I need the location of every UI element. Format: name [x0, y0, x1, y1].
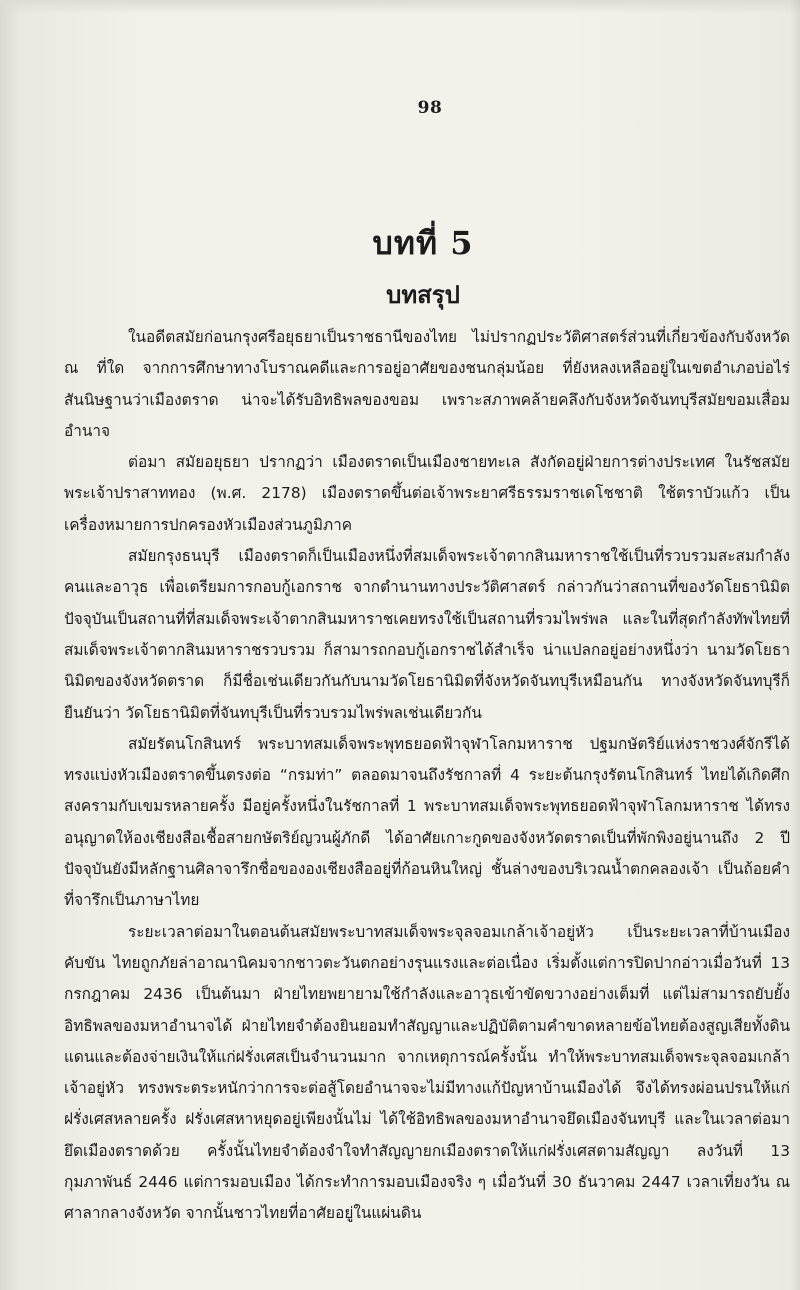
page-edge-shadow: [0, 0, 20, 1290]
chapter-title: บทที่ 5: [372, 224, 474, 262]
paragraph-2: ต่อมา สมัยอยุธยา ปรากฏว่า เมืองตราดเป็นเมืองชายทะเล สังกัดอยู่ฝ่ายการต่างประเทศ ในรัชสมัยพระเจ้าปราสาททอง (พ.ศ. 2178) เมืองตราดขึ้นต่อเจ้าพระยาศรีธรรมราชเดโชชาติ ใช้ตราบัวแก้ว เป็นเครื่องหมายการปกครองหัวเมืองส่วนภูมิภาค: [64, 453, 790, 534]
paragraph-1: ในอดีตสมัยก่อนกรุงศรีอยุธยาเป็นราชธานีของไทย ไม่ปรากฏประวัติศาสตร์ส่วนที่เกี่ยวข้องกับจังหวัด ณ ที่ใด จากการศึกษาทางโบราณคดีและการอยู่อาศัยของชนกลุ่มน้อย ที่ยังหลงเหลืออยู่ในเขตอำเภอบ่อไร่ สันนิษฐานว่าเมืองตราด น่าจะได้รับอิทธิพลของขอม เพราะสภาพคล้ายคลึงกับจังหวัดจันทบุรีสมัยขอมเสื่อมอำนาจ: [64, 328, 790, 440]
page-top-shadow: [0, 0, 800, 14]
paragraph-5: ระยะเวลาต่อมาในตอนต้นสมัยพระบาทสมเด็จพระจุลจอมเกล้าเจ้าอยู่หัว เป็นระยะเวลาที่บ้านเมืองคับขัน ไทยถูกภัยล่าอาณานิคมจากชาวตะวันตกอย่างรุนแรงและต่อเนื่อง เริ่มตั้งแต่การปิดปากอ่าวเมื่อวันที่ 13 กรกฎาคม 2436 เป็นต้นมา ฝ่ายไทยพยายามใช้กำลังและอาวุธเข้าขัดขวางอย่างเต็มที่ แต่ไม่สามารถยับยั้งอิทธิพลของมหาอำนาจได้ ฝ่ายไทยจำต้องยินยอมทำสัญญาและปฏิบัติตามคำขาดหลายข้อไทยต้องสูญเสียทั้งดินแดนและต้องจ่ายเงินให้แก่ฝรั่งเศสเป็นจำนวนมาก จากเหตุการณ์ครั้งนั้น ทำให้พระบาทสมเด็จพระจุลจอมเกล้าเจ้าอยู่หัว ทรงพระตระหนักว่าการจะต่อสู้โดยอำนาจจะไม่มีทางแก้ปัญหาบ้านเมืองได้ จึงได้ทรงผ่อนปรนให้แก่ฝรั่งเศสหลายครั้ง ฝรั่งเศสหาหยุดอยู่เพียงนั้นไม่ ได้ใช้อิทธิพลของมหาอำนาจยึดเมืองจันทบุรี และในเวลาต่อมายึดเมืองตราดด้วย ครั้งนั้นไทยจำต้องจำใจทำสัญญายกเมืองตราดให้แก่ฝรั่งเศสตามสัญญา ลงวันที่ 13 กุมภาพันธ์ 2446 แต่การมอบเมือง ได้กระทำการมอบเมืองจริง ๆ เมื่อวันที่ 30 ธันวาคม 2447 เวลาเที่ยงวัน ณ ศาลากลางจังหวัด จากนั้นชาวไทยที่อาศัยอยู่ในแผ่นดิน: [64, 922, 790, 1223]
paragraph-4: สมัยรัตนโกสินทร์ พระบาทสมเด็จพระพุทธยอดฟ้าจุฬาโลกมหาราช ปฐมกษัตริย์แห่งราชวงศ์จักรีได้ทรงแบ่งหัวเมืองตราดขึ้นตรงต่อ “กรมท่า” ตลอดมาจนถึงรัชกาลที่ 4 ระยะต้นกรุงรัตนโกสินทร์ ไทยได้เกิดศึกสงครามกับเขมรหลายครั้ง มีอยู่ครั้งหนึ่งในรัชกาลที่ 1 พระบาทสมเด็จพระพุทธยอดฟ้าจุฬาโลกมหาราช ได้ทรงอนุญาตให้องเชียงสือเชื้อสายกษัตริย์ญวนผู้ภักดี ได้อาศัยเกาะกูดของจังหวัดตราดเป็นที่พักพิงอยู่นานถึง 2 ปี ปัจจุบันยังมีหลักฐานศิลาจารึกชื่อขององเชียงสืออยู่ที่ก้อนหินใหญ่ ชั้นล่างของบริเวณน้ำตกคลองเจ้า เป็นถ้อยคำที่จารึกเป็นภาษาไทย: [64, 734, 790, 910]
binding-shadow: [790, 0, 800, 1290]
paragraph-3: สมัยกรุงธนบุรี เมืองตราดก็เป็นเมืองหนึ่งที่สมเด็จพระเจ้าตากสินมหาราชใช้เป็นที่รวบรวมสะสมกำลังคนและอาวุธ เพื่อเตรียมการกอบกู้เอกราช จากตำนานทางประวัติศาสตร์ กล่าวกันว่าสถานที่ของวัดโยธานิมิต ปัจจุบันเป็นสถานที่ที่สมเด็จพระเจ้าตากสินมหาราชเคยทรงใช้เป็นสถานที่รวมไพร่พล และในที่สุดกำลังทัพไทยที่สมเด็จพระเจ้าตากสินมหาราชรวบรวม ก็สามารถกอบกู้เอกราชได้สำเร็จ น่าแปลกอยู่อย่างหนึ่งว่า นามวัดโยธานิมิตของจังหวัดตราด ก็มีชื่อเช่นเดียวกันกับนามวัดโยธานิมิตที่จังหวัดจันทบุรีเหมือนกัน ทางจังหวัดจันทบุรีก็ยืนยันว่า วัดโยธานิมิตที่จันทบุรีเป็นที่รวบรวมไพร่พลเช่นเดียวกัน: [64, 547, 790, 722]
body-text: [64, 322, 790, 1230]
page-number: 98: [417, 98, 443, 118]
chapter-subtitle: บทสรุป: [386, 280, 460, 309]
